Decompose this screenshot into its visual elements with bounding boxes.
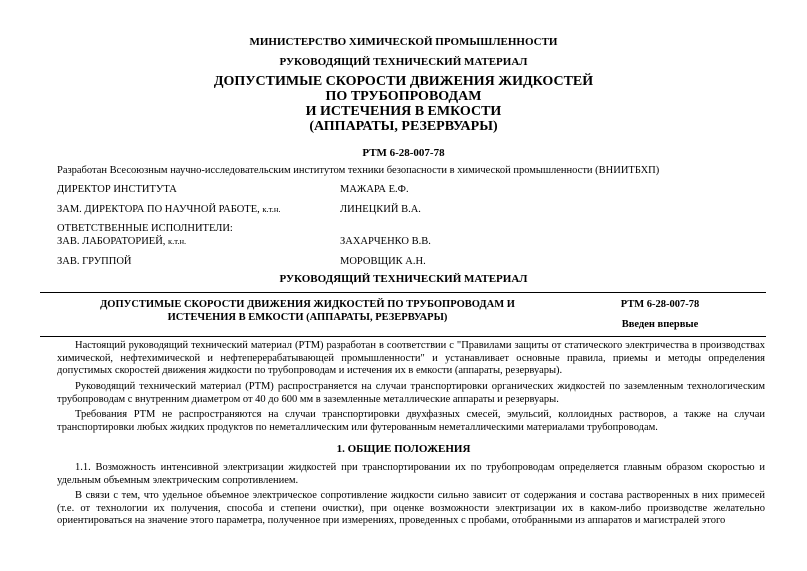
staff-name: ЛИНЕЦКИЙ В.А. — [340, 204, 421, 215]
document-type-heading-2: РУКОВОДЯЩИЙ ТЕХНИЧЕСКИЙ МАТЕРИАЛ — [279, 273, 528, 285]
staff-role: ЗАМ. ДИРЕКТОРА ПО НАУЧНОЙ РАБОТЕ, к.т.н. — [57, 204, 281, 215]
scope-paragraph: Руководящий технический материал (РТМ) распространяется на случаи транспортировки органических жидкостей по заземленным технологическим трубопроводам с внутренним диаметром от 40 до 600 мм в заземленные металлические аппараты и резервуары. — [57, 381, 765, 405]
ministry-heading: МИНИСТЕРСТВО ХИМИЧЕСКОЙ ПРОМЫШЛЕННОСТИ — [249, 36, 558, 48]
intro-paragraph: Настоящий руководящий технический материал (РТМ) разработан в соответствии с "Правилами защиты от статического электричества в производствах химической, нефтехимической и нефтеперерабатывающей промышленности" и устанавливает основные правила, приемы и методы определения допустимых скоростей движения жидкости по трубопроводам и истечения их в емкости (аппараты, резервуары). — [57, 340, 765, 376]
title-line: (АППАРАТЫ, РЕЗЕРВУАРЫ) — [309, 119, 498, 134]
title-line: ДОПУСТИМЫЕ СКОРОСТИ ДВИЖЕНИЯ ЖИДКОСТЕЙ — [213, 74, 594, 89]
section-heading: 1. ОБЩИЕ ПОЛОЖЕНИЯ — [336, 443, 471, 455]
staff-degree: к.т.н. — [168, 236, 187, 246]
staff-name: ЗАХАРЧЕНКО В.В. — [340, 236, 431, 247]
developed-by-text: Разработан Всесоюзным научно-исследовательским институтом техники безопасности в химической промышленности (ВНИИТБХП) — [57, 165, 660, 176]
divider-top — [40, 292, 766, 293]
staff-role: ДИРЕКТОР ИНСТИТУТА — [57, 184, 177, 195]
staff-name: МАЖАРА Е.Ф. — [340, 184, 409, 195]
title-box-code-text: РТМ 6-28-007-78 — [620, 299, 700, 310]
staff-role: ЗАВ. ГРУППОЙ — [57, 256, 132, 267]
title-line: ПО ТРУБОПРОВОДАМ — [325, 89, 482, 104]
staff-degree: к.т.н. — [262, 204, 281, 214]
title-box-code — [600, 298, 720, 331]
document-type-heading: РУКОВОДЯЩИЙ ТЕХНИЧЕСКИЙ МАТЕРИАЛ — [279, 56, 528, 68]
staff-role: ЗАВ. ЛАБОРАТОРИЕЙ, к.т.н. — [57, 236, 187, 247]
document-title — [0, 74, 807, 134]
divider-bottom — [40, 336, 766, 337]
document-code: РТМ 6-28-007-78 — [362, 147, 445, 159]
exclusions-paragraph: Требования РТМ не распространяются на случаи транспортировки двухфазных смесей, эмульсий, коллоидных растворов, а также на случаи транспортировки любых жидких продуктов по неметаллическим или футерованным неметаллическими материалами трубопроводам. — [57, 409, 765, 433]
section-paragraph: 1.1. Возможность интенсивной электризации жидкостей при транспортировании их по трубопроводам определяется главным образом скоростью и удельным объемным электрическим сопротивлением. — [57, 462, 765, 486]
introduced-first-text: Введен впервые — [621, 319, 699, 330]
staff-role: ОТВЕТСТВЕННЫЕ ИСПОЛНИТЕЛИ: — [57, 223, 233, 234]
section-paragraph: В связи с тем, что удельное объемное электрическое сопротивление жидкости сильно зависит от содержания и состава растворенных в них примесей (т.е. от технологии их получения, способа и степени очистки), при оценке возможности электризации их в каком-либо производстве желательно ориентироваться на значение этого параметра, полученное при измерениях, проведенных с пробами, отобранными из аппаратов и магистралей этого — [57, 490, 765, 526]
title-box-title: ДОПУСТИМЫЕ СКОРОСТИ ДВИЖЕНИЯ ЖИДКОСТЕЙ ПО ТРУБОПРОВОДАМ И ИСТЕЧЕНИЯ В ЕМКОСТИ (АППАРАТЫ, РЕЗЕРВУАРЫ) — [100, 299, 515, 323]
staff-name: МОРОВЩИК А.Н. — [340, 256, 426, 267]
title-line: И ИСТЕЧЕНИЯ В ЕМКОСТИ — [305, 104, 502, 119]
